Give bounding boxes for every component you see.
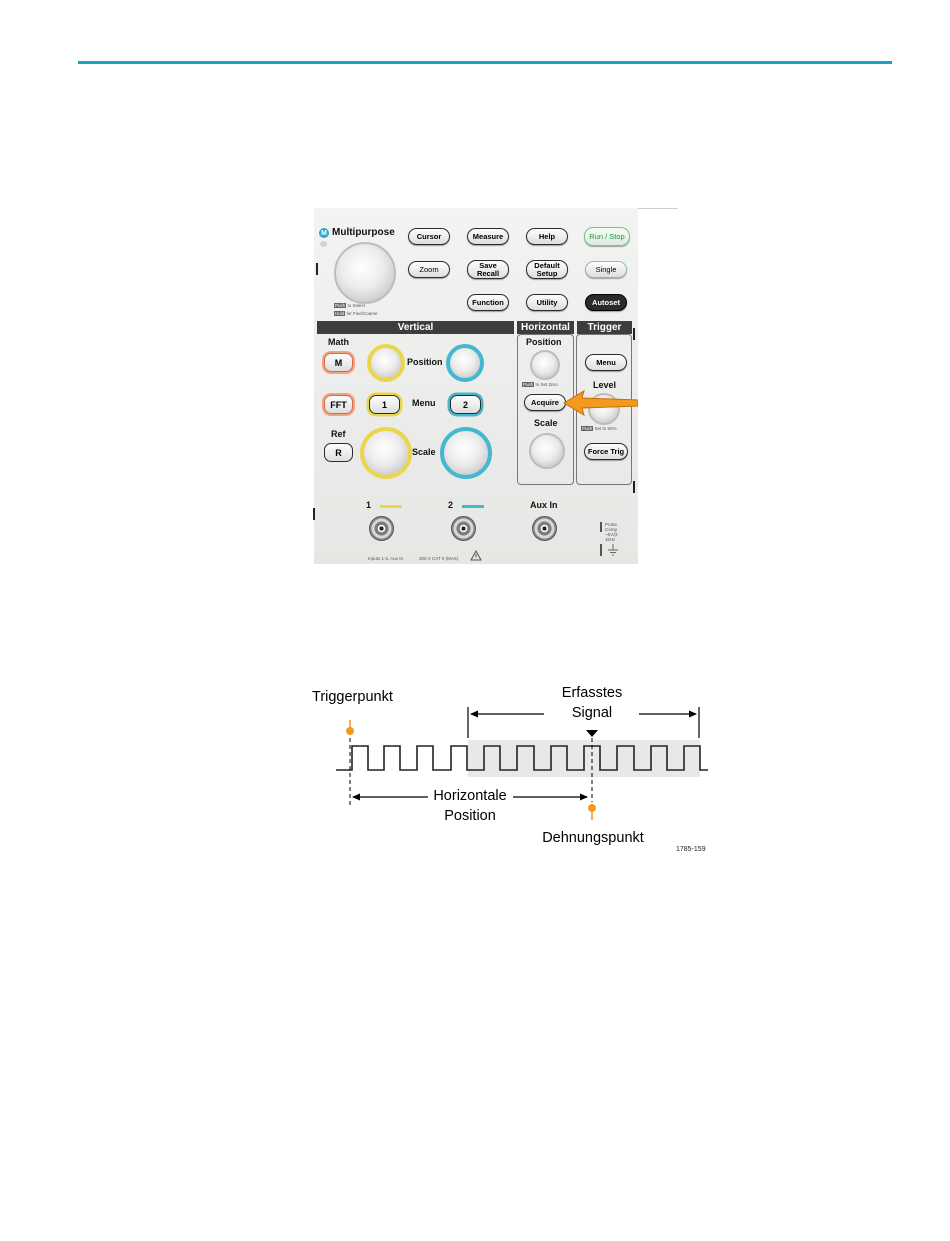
expansion-indicator-triangle xyxy=(586,730,598,737)
utility-button[interactable]: Utility xyxy=(526,294,568,311)
math-label: Math xyxy=(328,337,349,347)
panel-side-mark xyxy=(633,328,635,340)
horizontal-position-label-line1: Horizontale xyxy=(433,788,507,804)
ch2-scale-knob[interactable] xyxy=(440,427,492,479)
ground-terminal[interactable] xyxy=(600,544,602,556)
expansion-point-label: Dehnungspunkt xyxy=(542,830,644,846)
acquired-signal-label-line1: Erfasstes xyxy=(561,685,623,701)
vertical-menu-label: Menu xyxy=(412,398,436,408)
zoom-button[interactable]: Zoom xyxy=(408,261,450,278)
trigger-point-label: Triggerpunkt xyxy=(312,689,393,705)
ch2-bnc-connector[interactable] xyxy=(451,516,476,541)
hpos-arrowhead-left xyxy=(352,794,360,801)
probe-comp-label: Probe Comp ~5V@ 1kHz xyxy=(605,522,618,542)
horizontal-scale-label: Scale xyxy=(534,418,558,428)
trigger-push-hint: Push Set to 50% xyxy=(582,426,617,431)
horizontal-position-diagram xyxy=(300,680,720,860)
function-button[interactable]: Function xyxy=(467,294,509,311)
ref-button[interactable]: R xyxy=(324,443,353,462)
multipurpose-led xyxy=(320,241,327,247)
multipurpose-label: Multipurpose xyxy=(332,227,395,238)
ref-label: Ref xyxy=(331,429,346,439)
multipurpose-push-hint: Push to Select xyxy=(335,303,366,308)
panel-side-mark xyxy=(313,508,315,520)
ch1-menu-button[interactable]: 1 xyxy=(369,395,400,414)
input-ch1-swatch xyxy=(380,505,402,508)
help-button[interactable]: Help xyxy=(526,228,568,245)
cat-rating-footnote: 300 V CAT II (MAX) xyxy=(419,556,459,561)
probe-comp-terminal[interactable] xyxy=(600,522,602,532)
input-ch1-label: 1 xyxy=(366,500,372,510)
input-ch2-swatch xyxy=(462,505,484,508)
header-rule xyxy=(78,61,892,64)
single-button[interactable]: Single xyxy=(585,261,627,278)
vertical-section-header: Vertical xyxy=(317,321,514,334)
hpos-arrowhead-right xyxy=(580,794,588,801)
trigger-section-header: Trigger xyxy=(577,321,632,334)
aux-in-bnc-connector[interactable] xyxy=(532,516,557,541)
horizontal-section-header: Horizontal xyxy=(517,321,574,334)
inputs-footnote: Inputs 1-2, Aux In xyxy=(368,556,404,561)
pointer-arrow-icon xyxy=(562,388,638,418)
multipurpose-knob[interactable] xyxy=(334,242,396,304)
force-trig-button[interactable]: Force Trig xyxy=(584,443,628,460)
oscilloscope-front-panel xyxy=(314,208,638,564)
panel-side-mark xyxy=(316,263,318,275)
run-stop-button[interactable]: Run / Stop xyxy=(584,227,630,246)
measure-button[interactable]: Measure xyxy=(467,228,509,245)
multipurpose-hold-hint: Hold for Fine/Coarse xyxy=(335,311,378,316)
horizontal-position-knob[interactable] xyxy=(530,350,560,380)
math-button[interactable]: M xyxy=(324,353,353,372)
horizontal-position-label-line2: Position xyxy=(444,808,496,824)
trigger-marker-dot xyxy=(346,727,354,735)
input-ch2-label: 2 xyxy=(448,500,454,510)
horizontal-position-label: Position xyxy=(526,337,562,347)
cursor-button[interactable]: Cursor xyxy=(408,228,450,245)
autoset-button[interactable]: Autoset xyxy=(585,294,627,311)
ch1-position-knob[interactable] xyxy=(367,344,405,382)
ch1-scale-knob[interactable] xyxy=(360,427,412,479)
warning-icon xyxy=(470,550,482,561)
ch2-menu-button[interactable]: 2 xyxy=(450,395,481,414)
aux-in-label: Aux In xyxy=(530,500,558,510)
trigger-level-label: Level xyxy=(593,380,617,390)
default-setup-button[interactable]: Default Setup xyxy=(526,260,568,279)
fft-button[interactable]: FFT xyxy=(324,395,353,414)
horizontal-scale-knob[interactable] xyxy=(529,433,565,469)
ch2-position-knob[interactable] xyxy=(446,344,484,382)
acquire-button[interactable]: Acquire xyxy=(524,394,566,411)
trigger-menu-button[interactable]: Menu xyxy=(585,354,627,371)
acquired-arrowhead-left xyxy=(470,711,478,718)
multipurpose-badge: M xyxy=(319,228,329,238)
panel-edge-line xyxy=(638,208,678,209)
figure-id: 1785-159 xyxy=(676,846,706,853)
ground-icon xyxy=(607,544,619,556)
panel-side-mark xyxy=(633,481,635,493)
save-recall-button[interactable]: Save Recall xyxy=(467,260,509,279)
vertical-position-label: Position xyxy=(407,357,443,367)
vertical-scale-label: Scale xyxy=(412,447,436,457)
acquired-arrowhead-right xyxy=(689,711,697,718)
horizontal-push-hint: Push to Set Zero xyxy=(523,382,558,387)
acquired-signal-label-line2: Signal xyxy=(571,705,613,721)
ch1-bnc-connector[interactable] xyxy=(369,516,394,541)
